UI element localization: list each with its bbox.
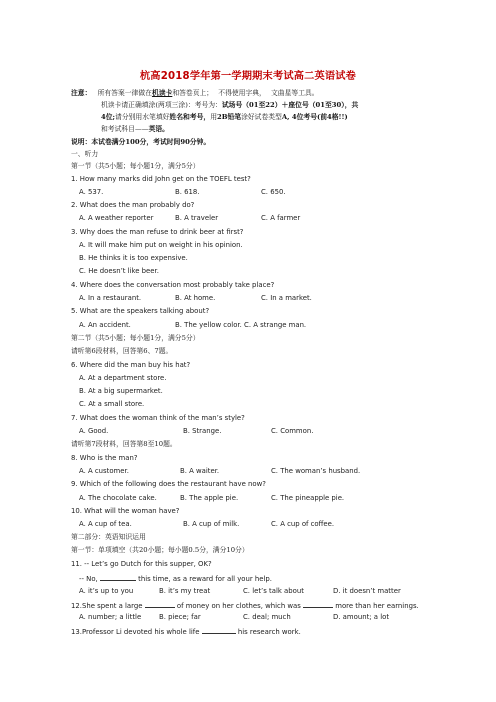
q10-option-c: C. A cup of coffee. [271,520,335,528]
q2-option-b: B. A traveler [175,214,219,222]
question-9: 9. Which of the following does the restaurant have now? [71,480,266,488]
question-6: 6. Where did the man buy his hat? [71,361,191,369]
blank-line [145,600,175,608]
q8-option-b: B. A waiter. [180,467,220,475]
notice-line-1: 注意： 所有答案一律做在机读卡和答卷页上； 不得使用字典， 文曲星等工具。 [71,89,319,97]
question-3: 3. Why does the man refuse to drink beer at first? [71,228,244,236]
q1-option-c: C. 650. [261,188,286,196]
q4-option-a: A. In a restaurant. [79,294,142,302]
q9-option-a: A. The chocolate cake. [79,494,157,502]
notice-line-2: 机读卡请正确填涂(两项三涂)：考号为：试场号（01至22）＋座位号（01至30），共 [101,101,359,109]
q7-option-a: A. Good. [79,427,109,435]
question-13: 13.Professor Li devoted his whole life his research work. [71,628,301,636]
q10-option-b: B. A cup of milk. [183,520,240,528]
question-4: 4. Where does the conversation most probably take place? [71,281,275,289]
q6-option-b: B. At a big supermarket. [79,387,163,395]
question-12: 12.She spent a large of money on her clothes, which was more than her earnings. [71,602,419,610]
q2-option-c: C. A farmer [261,214,301,222]
question-11: 11. -- Let’s go Dutch for this supper, OK? [71,560,212,568]
listen-instruction-7: 请听第7段材料，回答第8至10题。 [71,440,177,448]
q9-option-c: C. The pineapple pie. [271,494,345,502]
q11-option-c: C. let’s talk about [243,587,304,595]
notice-line-4: 和考试科目——英语。 [101,125,169,133]
question-2: 2. What does the man probably do? [71,201,195,209]
exam-title: 杭高2018学年第一学期期末考试高二英语试卷 [139,71,357,82]
q10-option-a: A. A cup of tea. [79,520,132,528]
q1-option-b: B. 618. [175,188,200,196]
question-11-reply: -- No, this time, as a reward for all your help. [79,575,272,583]
q12-option-d: D. amount; a lot [333,613,390,621]
q5-option-a: A. An accident. [79,321,131,329]
section-2-heading: 第二节（共5小题；每小题1分，满分5分） [71,334,200,342]
question-7: 7. What does the woman think of the man’s style? [71,414,245,422]
section-1-heading: 第一节（共5小题；每小题1分，满分5分） [71,162,200,170]
q11-option-d: D. it doesn’t matter [333,587,401,595]
question-8: 8. Who is the man? [71,454,138,462]
part-1-heading: 一、听力 [71,150,99,158]
blank-line [100,573,136,581]
q9-option-b: B. The apple pie. [180,494,239,502]
notice-label: 注意： [71,89,92,97]
part-2-heading: 第二部分：英语知识运用 [71,533,146,541]
q3-option-c: C. He doesn’t like beer. [79,267,159,275]
q8-option-c: C. The woman’s husband. [271,467,361,475]
question-5: 5. What are the speakers talking about? [71,307,210,315]
q4-option-c: C. In a market. [261,294,312,302]
q8-option-a: A. A customer. [79,467,129,475]
q7-option-c: C. Common. [271,427,314,435]
q2-option-a: A. A weather reporter [79,214,154,222]
q7-option-b: B. Strange. [183,427,222,435]
question-1: 1. How many marks did John get on the TOEFL test? [71,175,251,183]
q1-option-a: A. 537. [79,188,104,196]
q12-option-a: A. number; a little [79,613,142,621]
blank-line [303,600,333,608]
listen-instruction-6: 请听第6段材料，回答第6、7题。 [71,347,173,355]
q5-option-bc: B. The yellow color. C. A strange man. [175,321,307,329]
question-10: 10. What will the woman have? [71,507,180,515]
answer-card-text: 机读卡 [151,89,173,97]
q11-option-b: B. it’s my treat [159,587,211,595]
blank-line [202,626,236,634]
q6-option-c: C. At a small store. [79,400,145,408]
q3-option-b: B. He thinks it is too expensive. [79,254,188,262]
q11-option-a: A. it’s up to you [79,587,134,595]
q12-option-c: C. deal; much [243,613,291,621]
section-2-1-heading: 第一节：单项填空（共20小题；每小题0.5分，满分10分） [71,546,249,554]
q12-option-b: B. piece; far [159,613,201,621]
exam-explain: 说明：本试卷满分100分，考试时间90分钟。 [71,138,211,146]
q6-option-a: A. At a department store. [79,374,167,382]
notice-line-3: 4位;请分别用水笔填好姓名和考号，用2B铅笔涂好试卷类型A, 4位考号(前4格!!) [101,113,348,121]
q3-option-a: A. It will make him put on weight in his opinion. [79,241,243,249]
q4-option-b: B. At home. [175,294,216,302]
